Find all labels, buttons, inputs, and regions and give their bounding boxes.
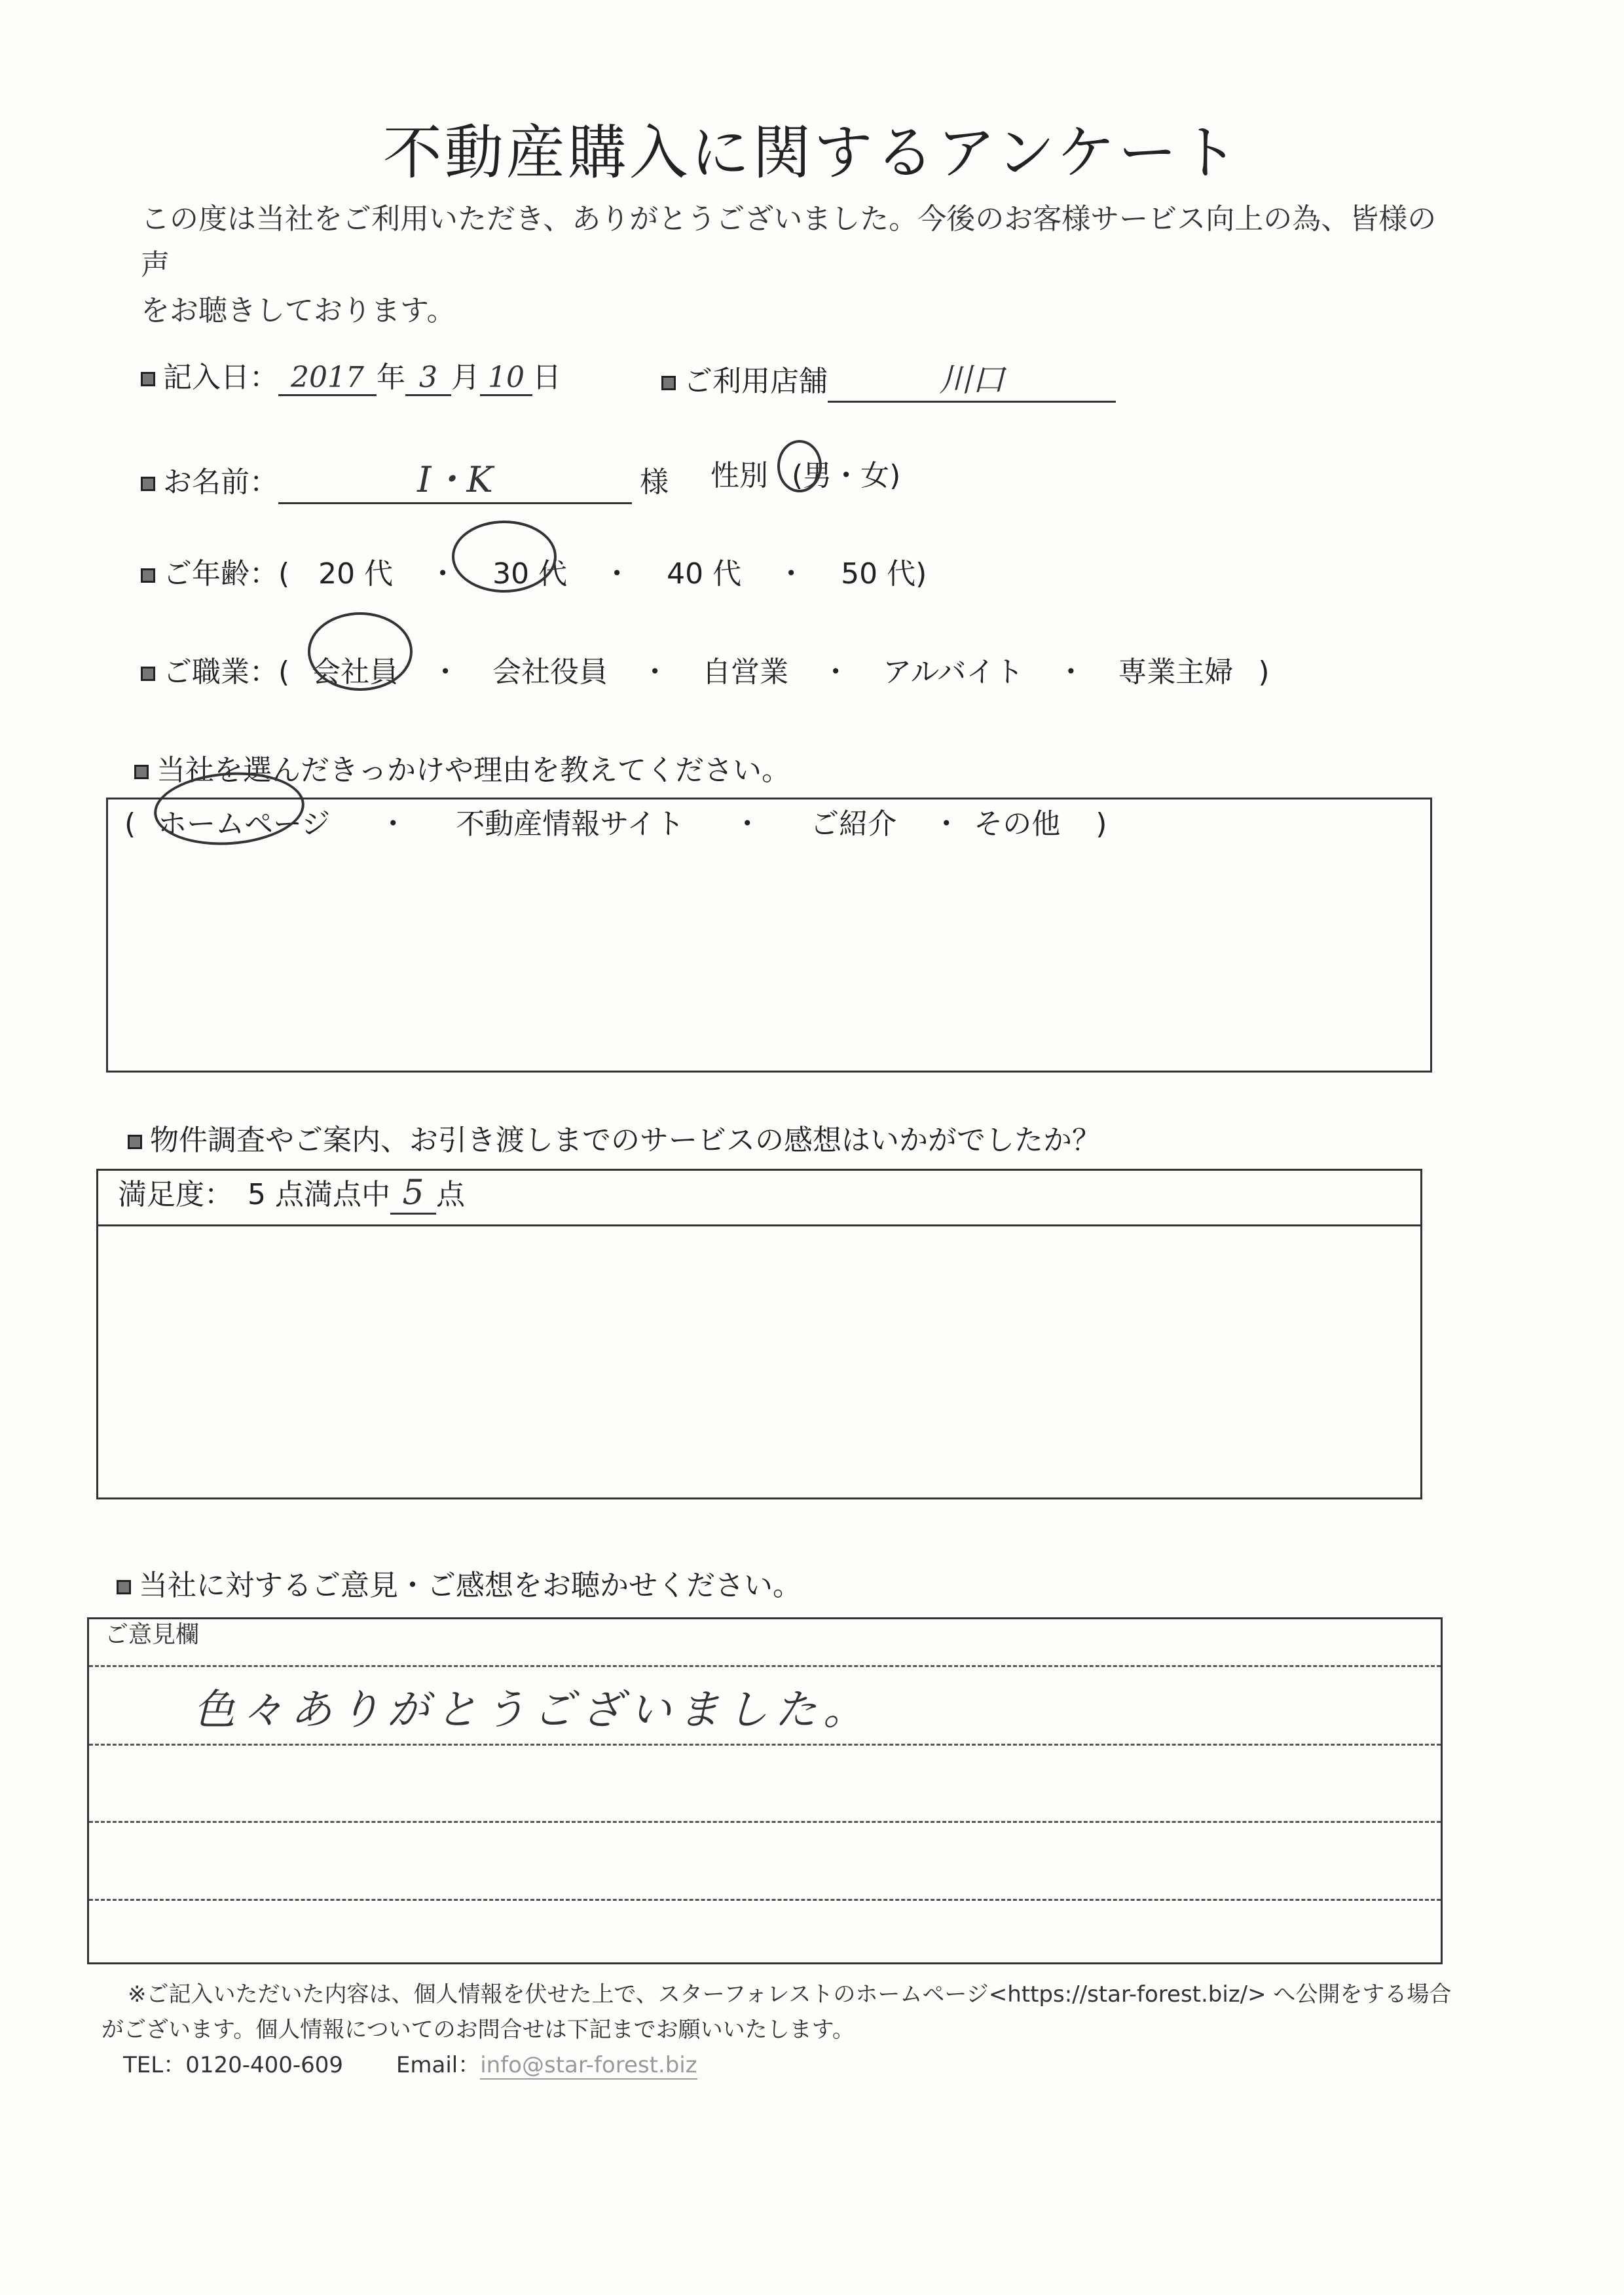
gender-open-paren: ( xyxy=(792,459,803,492)
reason-open-paren: ( xyxy=(124,807,136,841)
checkbox-bullet-icon xyxy=(141,568,155,583)
footer-email-label: Email： xyxy=(396,2052,481,2078)
reason-option-homepage[interactable]: ホームページ xyxy=(158,807,331,841)
checkbox-bullet-icon xyxy=(128,1135,142,1149)
gender-option-female[interactable]: 女 xyxy=(860,459,890,492)
occupation-separator: ・ xyxy=(431,655,460,689)
year-unit: 年 xyxy=(377,361,405,394)
checkbox-bullet-icon xyxy=(141,477,155,491)
age-option-40s[interactable]: 40 代 xyxy=(667,557,742,591)
survey-title: 不動産購入に関するアンケート xyxy=(382,119,1242,187)
occupation-option-executive[interactable]: 会社役員 xyxy=(492,655,608,689)
entry-month-field[interactable]: 3 xyxy=(405,361,451,396)
reason-separator: ・ xyxy=(932,807,961,841)
age-separator: ・ xyxy=(428,557,458,591)
age-separator: ・ xyxy=(777,557,806,591)
footer-note-line-1: ※ご記入いただいた内容は、個人情報を伏せた上で、スターフォレストのホームページ<https://star-forest.biz/> へ公開をする場合 xyxy=(128,1981,1452,2008)
month-unit: 月 xyxy=(451,361,480,394)
checkbox-bullet-icon xyxy=(117,1580,131,1594)
store-row xyxy=(661,354,1116,403)
service-answer-box xyxy=(96,1169,1422,1499)
entry-date-label: 記入日： xyxy=(163,361,278,394)
reason-option-realestate-site[interactable]: 不動産情報サイト xyxy=(456,807,685,841)
footer-tel: TEL：0120-400-609 xyxy=(123,2052,344,2078)
gender-separator: ・ xyxy=(832,459,861,492)
occupation-option-self-employed[interactable]: 自営業 xyxy=(702,655,789,689)
opinion-ruled-line xyxy=(89,1821,1441,1823)
occupation-label: ご職業：( xyxy=(163,655,290,689)
entry-day-field[interactable]: 10 xyxy=(480,361,532,396)
satisfaction-score-field[interactable]: 5 xyxy=(390,1173,436,1215)
store-label: ご利用店舗 xyxy=(684,365,828,398)
age-option-50s[interactable]: 50 代) xyxy=(841,557,927,591)
name-row xyxy=(141,452,669,504)
reason-question-label: 当社を選んだきっかけや理由を教えてください。 xyxy=(157,754,790,787)
gender-option-male[interactable]: 男 xyxy=(803,459,832,492)
opinion-question xyxy=(117,1562,802,1604)
name-suffix: 様 xyxy=(640,466,669,499)
service-box-divider xyxy=(96,1224,1422,1226)
footer-note-line-2: がございます。個人情報についてのお問合せは下記までお願いいたします。 xyxy=(101,2017,855,2043)
opinion-field-label: ご意見欄 xyxy=(105,1621,200,1648)
intro-text xyxy=(141,196,1464,334)
name-field[interactable]: I・K xyxy=(278,452,632,504)
occupation-selection-circle xyxy=(308,612,413,691)
occupation-close-paren: ) xyxy=(1258,655,1270,689)
opinion-question-label: 当社に対するご意見・ご感想をお聴かせください。 xyxy=(139,1569,802,1602)
gender-label: 性別 xyxy=(710,459,768,492)
gender-close-paren: ) xyxy=(889,459,901,492)
checkbox-bullet-icon xyxy=(141,667,155,681)
entry-year-field[interactable]: 2017 xyxy=(278,361,377,396)
satisfaction-label: 満足度： 5 点満点中 xyxy=(118,1178,390,1211)
opinion-answer-box xyxy=(87,1617,1443,1964)
intro-line-2: をお聴きしております。 xyxy=(141,294,456,327)
age-option-20s[interactable]: 20 代 xyxy=(318,557,394,591)
occupation-separator: ・ xyxy=(640,655,670,689)
reason-separator: ・ xyxy=(733,807,762,841)
age-label: ご年齢：( xyxy=(163,557,290,591)
occupation-option-homemaker[interactable]: 専業主婦 xyxy=(1118,655,1234,689)
footer-email-link[interactable]: info@star-forest.biz xyxy=(480,2052,697,2078)
day-unit: 日 xyxy=(532,361,561,394)
opinion-comment[interactable]: 色々ありがとうございました。 xyxy=(193,1686,872,1735)
store-field[interactable]: 川口 xyxy=(828,354,1116,403)
opinion-ruled-line xyxy=(89,1899,1441,1901)
satisfaction-row xyxy=(118,1171,465,1215)
reason-option-other[interactable]: その他 xyxy=(974,807,1061,841)
occupation-separator: ・ xyxy=(1056,655,1086,689)
intro-line-1: この度は当社をご利用いただき、ありがとうございました。今後のお客様サービス向上の為、皆様の声 xyxy=(141,202,1437,282)
age-separator: ・ xyxy=(602,557,632,591)
age-selection-circle xyxy=(452,521,557,593)
entry-date-row xyxy=(141,354,561,396)
occupation-option-part-time[interactable]: アルバイト xyxy=(883,655,1024,689)
gender-selection-circle xyxy=(777,440,822,492)
reason-separator: ・ xyxy=(378,807,408,841)
occupation-separator: ・ xyxy=(821,655,851,689)
reason-option-referral[interactable]: ご紹介 xyxy=(810,807,897,841)
reason-close-paren: ) xyxy=(1096,807,1107,841)
checkbox-bullet-icon xyxy=(661,376,676,390)
name-label: お名前： xyxy=(163,466,278,499)
opinion-ruled-line xyxy=(89,1744,1441,1746)
checkbox-bullet-icon xyxy=(141,372,155,386)
satisfaction-score-unit: 点 xyxy=(435,1178,465,1211)
opinion-ruled-line xyxy=(89,1665,1441,1667)
age-option-30s[interactable]: 30 代 xyxy=(492,557,568,591)
occupation-option-employee[interactable]: 会社員 xyxy=(312,655,399,689)
service-question xyxy=(128,1116,1101,1158)
service-question-label: 物件調査やご案内、お引き渡しまでのサービスの感想はいかがでしたか？ xyxy=(150,1124,1101,1157)
footer-contact xyxy=(123,2047,697,2079)
checkbox-bullet-icon xyxy=(134,765,149,779)
